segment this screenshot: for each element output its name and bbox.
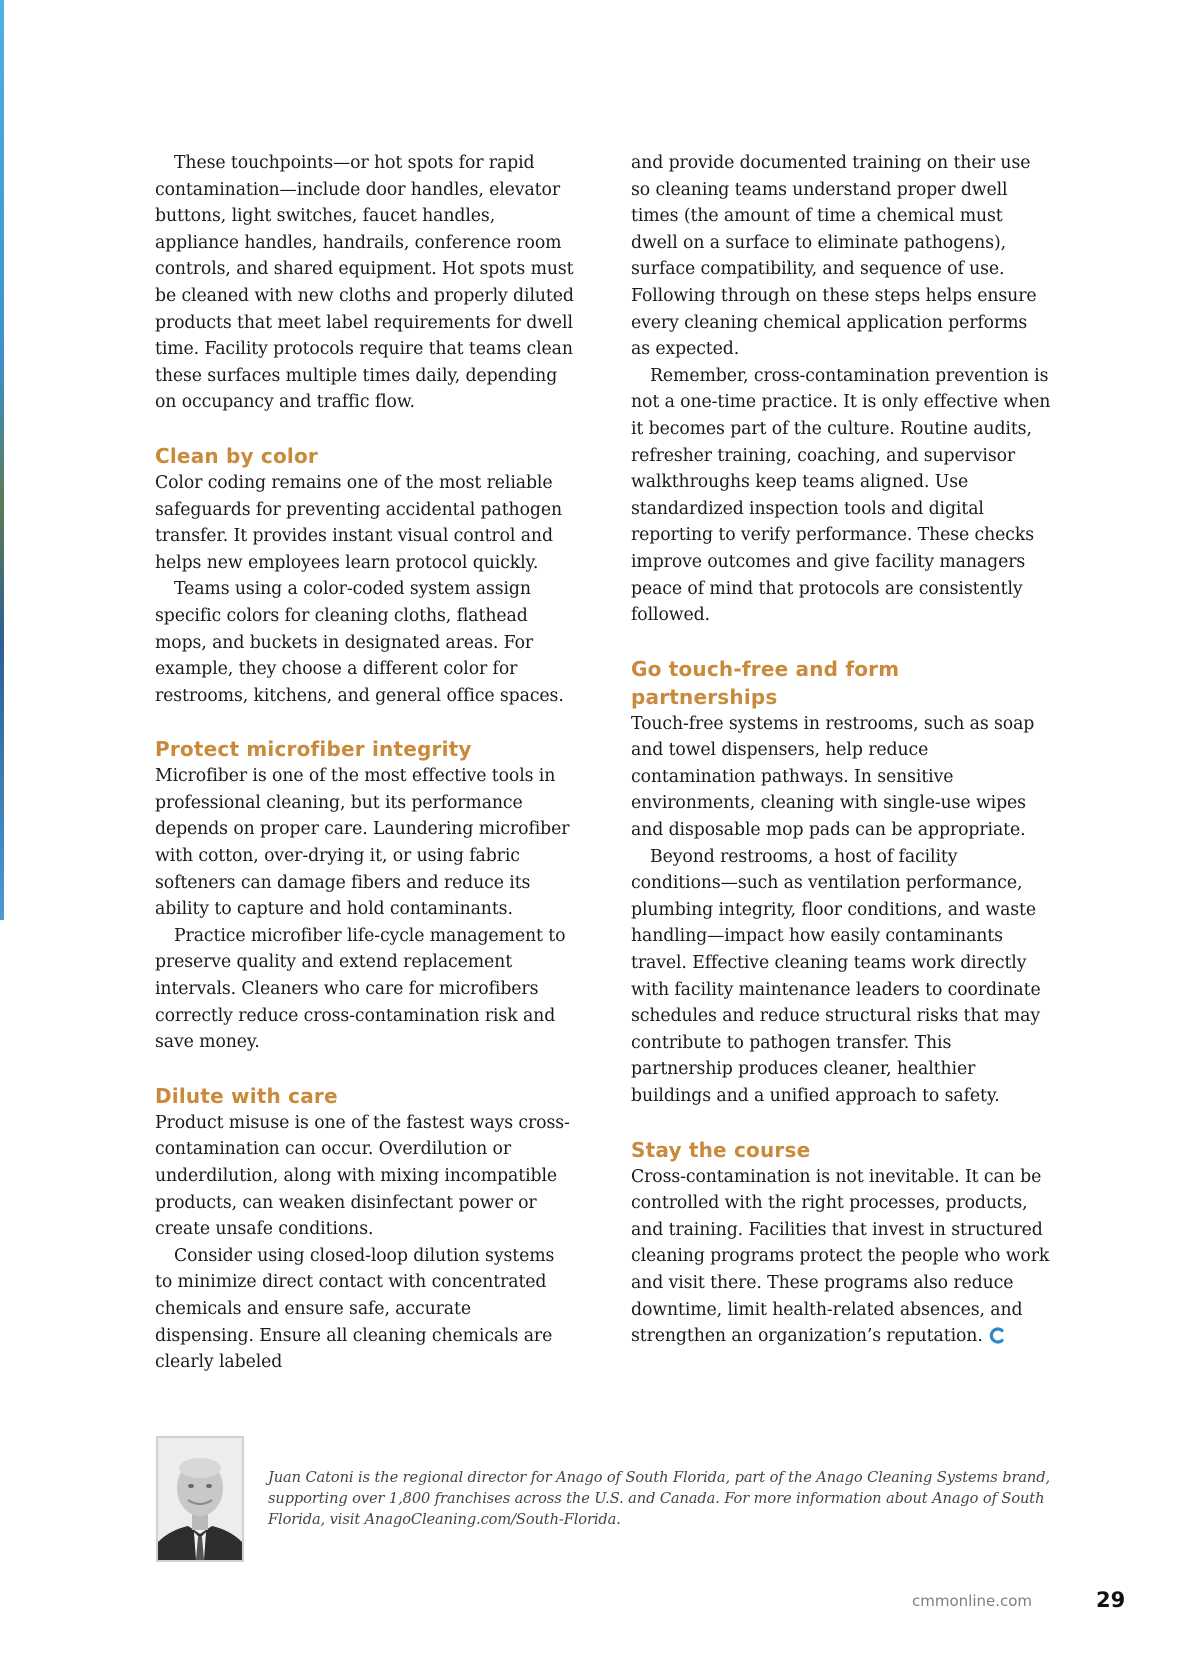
author-portrait-image bbox=[158, 1438, 242, 1560]
right-column bbox=[631, 150, 1051, 1350]
left-column bbox=[155, 150, 575, 1376]
heading-clean-by-color: Clean by color bbox=[155, 443, 318, 468]
page-edge-strip bbox=[0, 0, 4, 920]
culture-paragraph: Remember, cross-contamination prevention is not a one-time practice. It is only effective when it becomes part of the culture. Routine audits, refresher training, coaching, and supervisor walkthroughs keep teams aligned. Use standardized inspection tools and digital reporting to verify performance. These checks improve outcomes and give facility managers peace of mind that protocols are consistently followed. bbox=[631, 365, 1051, 626]
heading-dilute-with-care: Dilute with care bbox=[155, 1083, 338, 1108]
microfiber-paragraph-2: Practice microfiber life-cycle management to preserve quality and extend replacement intervals. Cleaners who care for microfibers correctly reduce cross-contamination risk and save money. bbox=[155, 925, 566, 1053]
dilute-paragraph-1: Product misuse is one of the fastest ways cross-contamination can occur. Overdilution or underdilution, along with mixing incompatible products, can weaken disinfectant power or create unsafe conditions. bbox=[155, 1112, 570, 1240]
touch-free-paragraph-1: Touch-free systems in restrooms, such as soap and towel dispensers, help reduce contamination pathways. In sensitive environments, cleaning with single-use wipes and disposable mop pads can be appropriate. bbox=[631, 713, 1035, 841]
touch-free-paragraph-2: Beyond restrooms, a host of facility conditions—such as ventilation performance, plumbing integrity, floor conditions, and waste handling—impact how easily contaminants travel. Effective cleaning teams work directly with facility maintenance leaders to coordinate schedules and reduce structural risks that may contribute to pathogen transfer. This partnership produces cleaner, healthier buildings and a unified approach to safety. bbox=[631, 846, 1041, 1106]
intro-paragraph: These touchpoints—or hot spots for rapid contamination—include door handles, elevator buttons, light switches, faucet handles, appliance handles, handrails, conference room controls, and shared equipment. Hot spots must be cleaned with new cloths and properly diluted products that meet label requirements for dwell time. Facility protocols require that teams clean these surfaces multiple times daily, depending on occupancy and traffic flow. bbox=[155, 153, 574, 413]
dilute-paragraph-2: Consider using closed-loop dilution systems to minimize direct contact with concentrated chemicals and ensure safe, accurate dispensing. Ensure all cleaning chemicals are clearly labeled bbox=[155, 1245, 555, 1373]
color-paragraph-2: Teams using a color-coded system assign specific colors for cleaning cloths, flathead mops, and buckets in designated areas. For example, they choose a different color for restrooms, kitchens, and general office spaces. bbox=[155, 579, 564, 706]
author-photo bbox=[156, 1436, 244, 1562]
footer-website: cmmonline.com bbox=[912, 1592, 1033, 1610]
course-paragraph bbox=[631, 1164, 1051, 1350]
page-number: 29 bbox=[1096, 1588, 1126, 1612]
color-paragraph-1: Color coding remains one of the most reliable safeguards for preventing accidental pathogen transfer. It provides instant visual control and helps new employees learn protocol quickly. bbox=[155, 472, 562, 573]
heading-touch-free: Go touch-free and form partnerships bbox=[631, 656, 900, 709]
course-paragraph-text: Cross-contamination is not inevitable. It can be controlled with the right processes, products, and training. Facilities that invest in structured cleaning programs protect the people who work and visit there. These programs also reduce downtime, limit health-related absences, and strengthen an organization’s reputation. bbox=[631, 1166, 1050, 1347]
author-bio: Juan Catoni is the regional director for Anago of South Florida, part of the Anago Cleaning Systems brand, supporting over 1,800 franchises across the U.S. and Canada. For more information about Anago of South Florida, visit AnagoCleaning.com/South-Florida. bbox=[268, 1469, 1050, 1528]
heading-protect-microfiber: Protect microfiber integrity bbox=[155, 737, 472, 762]
article-end-logo-icon bbox=[989, 1327, 1004, 1344]
continued-paragraph: and provide documented training on their use so cleaning teams understand proper dwell times (the amount of time a chemical must dwell on a surface to eliminate pathogens), surface compatibility, and sequence of use. Following through on these steps helps ensure every cleaning chemical application performs as expected. bbox=[631, 153, 1037, 360]
heading-stay-the-course: Stay the course bbox=[631, 1137, 811, 1162]
microfiber-paragraph-1: Microfiber is one of the most effective tools in professional cleaning, but its performance depends on proper care. Laundering microfiber with cotton, over-drying it, or using fabric softeners can damage fibers and reduce its ability to capture and hold contaminants. bbox=[155, 766, 570, 920]
